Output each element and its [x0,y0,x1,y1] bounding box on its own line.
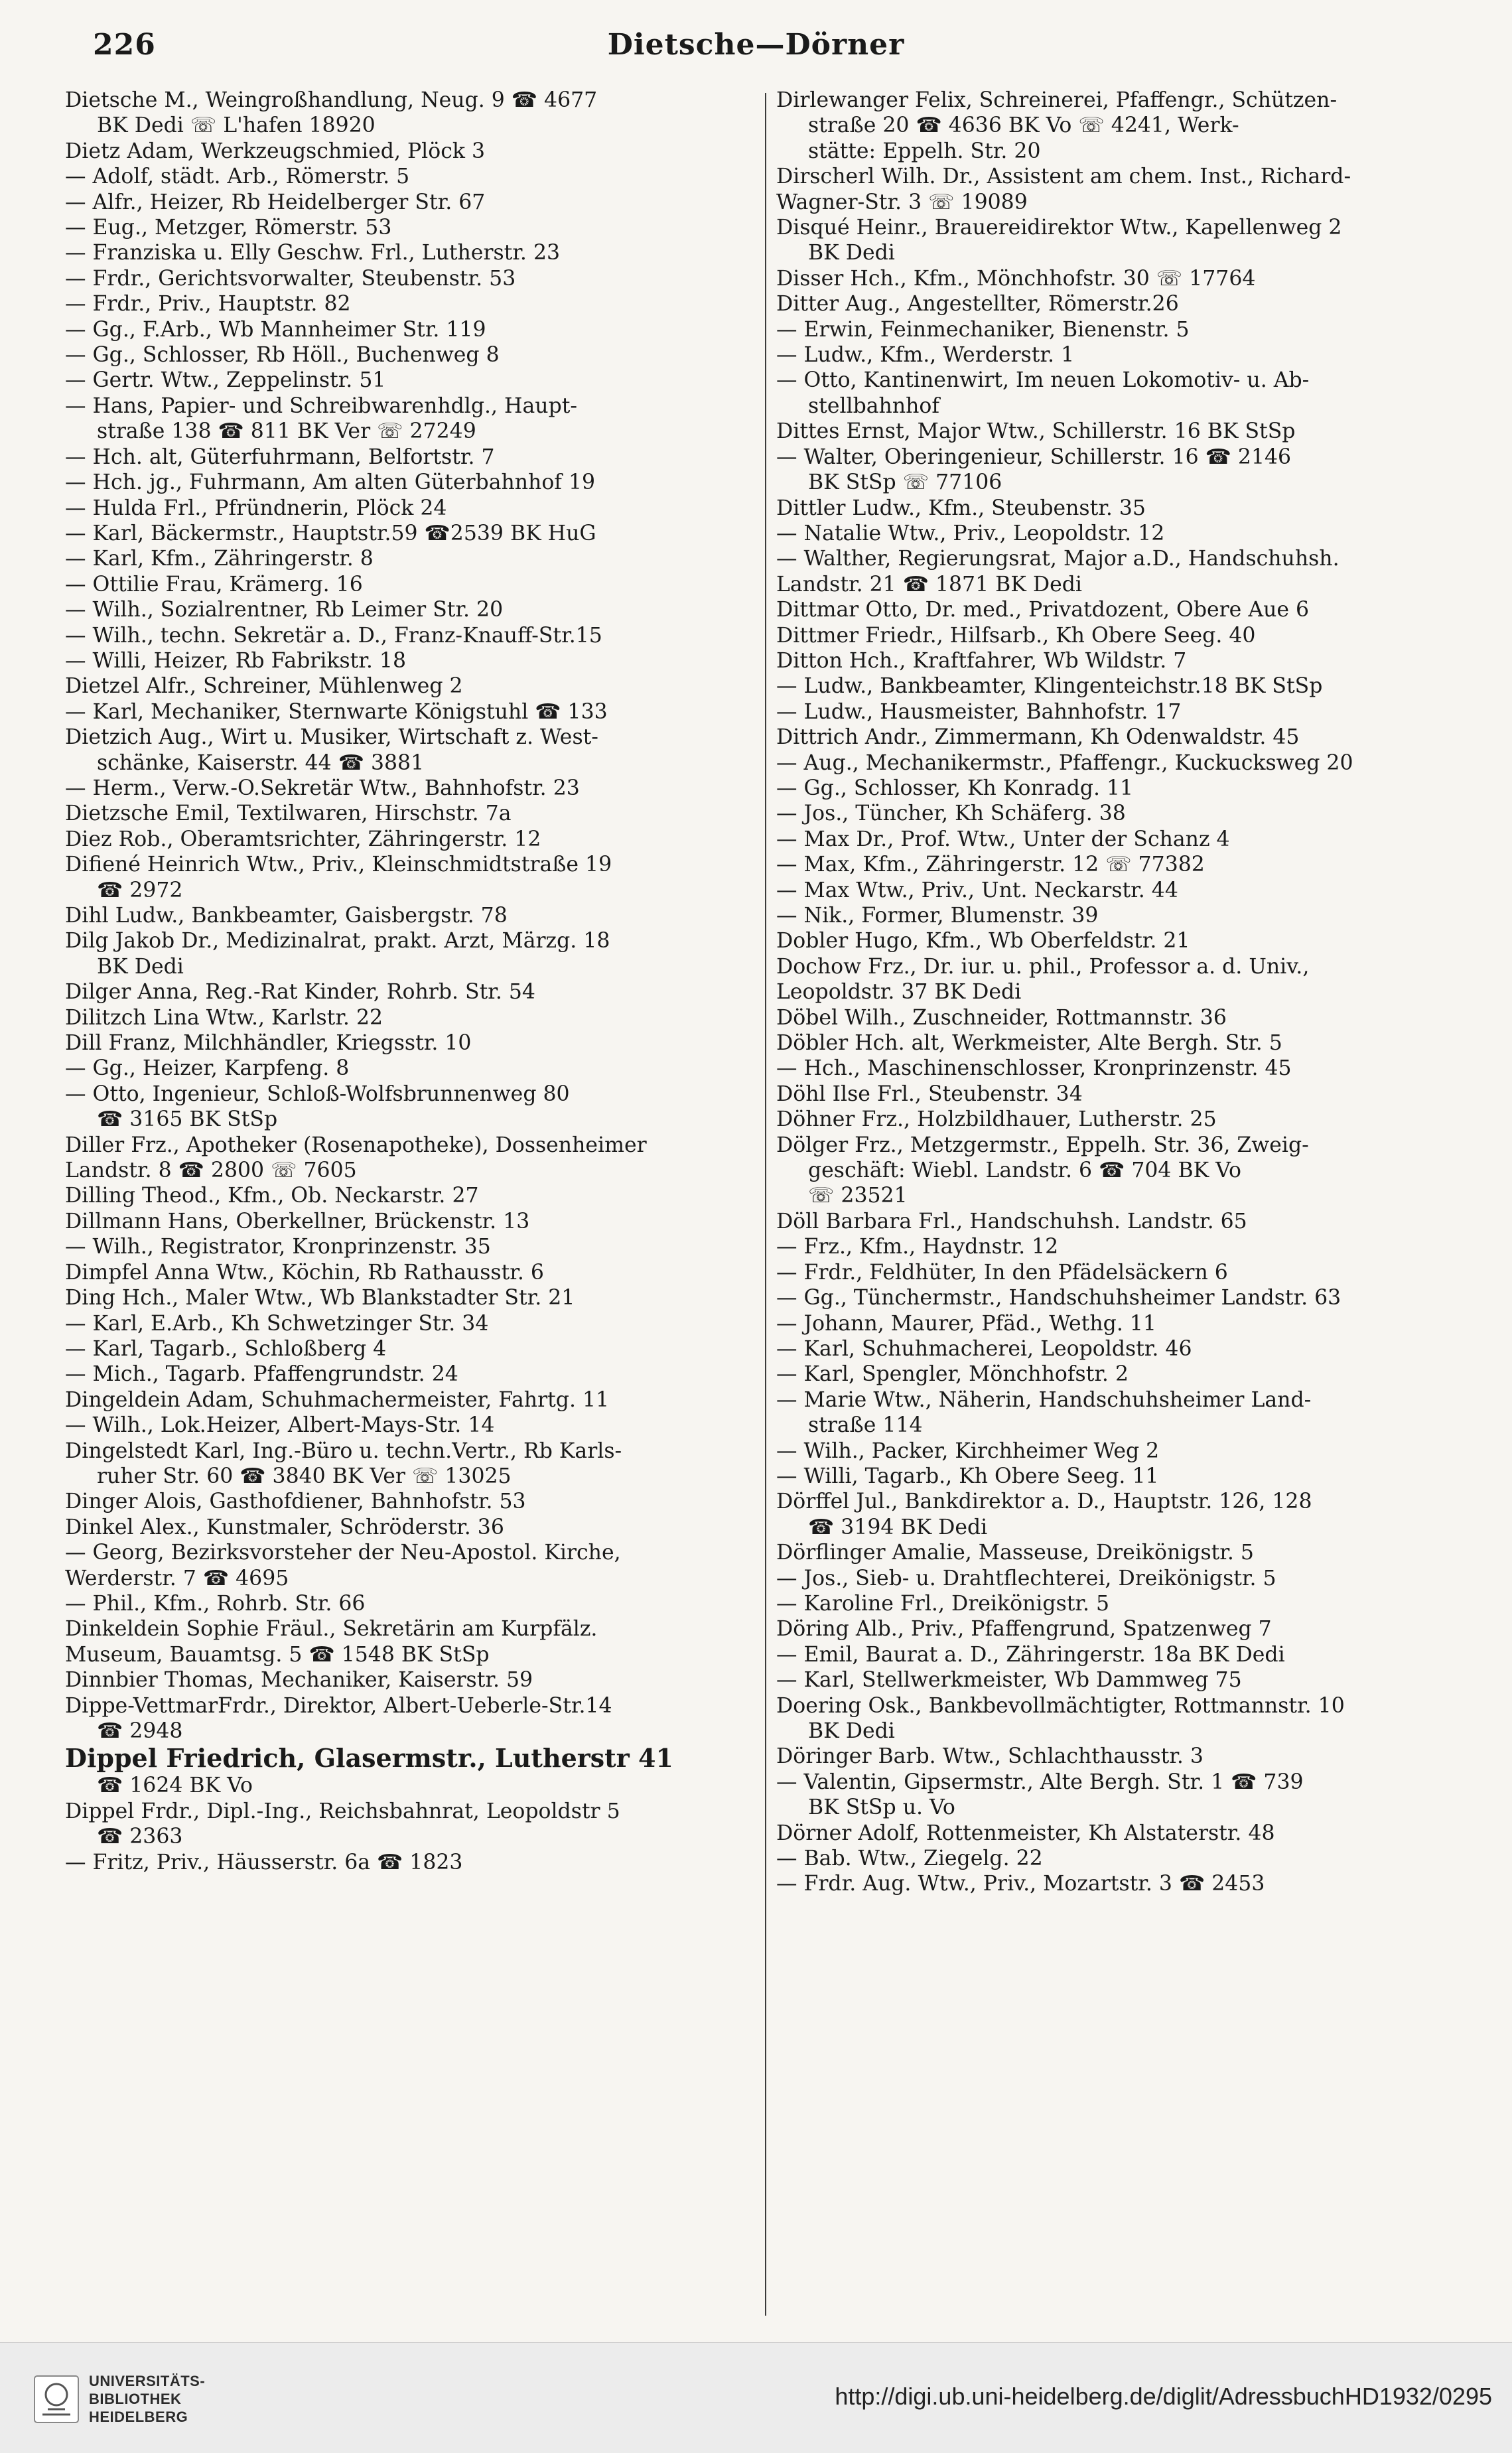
directory-entry-line: — Nik., Former, Blumenstr. 39 [776,904,1099,928]
directory-entry-line: Dochow Frz., Dr. iur. u. phil., Professor a. d. Univ., [776,954,1310,979]
directory-entry-line: Dippel Frdr., Dipl.-Ing., Reichsbahnrat, Leopoldstr 5 [65,1799,620,1823]
directory-entry-line: — Karoline Frl., Dreikönigstr. 5 [776,1591,1110,1616]
directory-entry-line: ☎ 3194 BK Dedi [808,1515,988,1539]
directory-entry-line: — Johann, Maurer, Pfäd., Wethg. 11 [776,1311,1156,1336]
directory-entry-line: Dippel Friedrich, Glasermstr., Lutherstr 41 [65,1744,673,1774]
directory-entry-line: — Gertr. Wtw., Zeppelinstr. 51 [65,368,386,393]
directory-entry-line: Dittler Ludw., Kfm., Steubenstr. 35 [776,496,1146,520]
directory-entry-line: Dingeldein Adam, Schuhmachermeister, Fahrtg. 11 [65,1387,610,1412]
directory-entry-line: — Emil, Baurat a. D., Zähringerstr. 18a BK Dedi [776,1642,1285,1667]
directory-entry-line: Dilger Anna, Reg.-Rat Kinder, Rohrb. Str. 54 [65,980,535,1005]
directory-entry-line: — Phil., Kfm., Rohrb. Str. 66 [65,1591,366,1616]
directory-entry-line: — Hch. alt, Güterfuhrmann, Belfortstr. 7 [65,445,495,469]
directory-entry-line: Dinkeldein Sophie Fräul., Sekretärin am Kurpfälz. [65,1617,598,1642]
directory-entry-line: Dippe-VettmarFrdr., Direktor, Albert-Ueberle-Str.14 [65,1693,612,1718]
directory-entry-line: Landstr. 21 ☎ 1871 BK Dedi [776,572,1082,596]
directory-entry-line: Doering Osk., Bankbevollmächtigter, Rottmannstr. 10 [776,1693,1345,1718]
directory-entry-line: — Karl, Spengler, Mönchhofstr. 2 [776,1362,1129,1387]
library-name [89,2372,205,2426]
directory-entry-line: — Karl, Bäckermstr., Hauptstr.59 ☎2539 BK HuG [65,521,596,545]
directory-entry-line: Disser Hch., Kfm., Mönchhofstr. 30 ☏ 17764 [776,266,1256,291]
directory-entry-line: — Adolf, städt. Arb., Römerstr. 5 [65,165,410,189]
directory-entry-line: — Walter, Oberingenieur, Schillerstr. 16 ☎ 2146 [776,445,1292,469]
directory-entry-line: — Frdr., Gerichtsvorwalter, Steubenstr. 53 [65,266,516,291]
directory-entry-line: straße 138 ☎ 811 BK Ver ☏ 27249 [97,419,476,444]
directory-entry-line: Dilitzch Lina Wtw., Karlstr. 22 [65,1005,383,1030]
directory-entry-line: — Mich., Tagarb. Pfaffengrundstr. 24 [65,1362,458,1387]
source-url[interactable]: http://digi.ub.uni-heidelberg.de/diglit/AdressbuchHD1932/0295 [835,2383,1492,2410]
directory-entry-line: Dingelstedt Karl, Ing.-Büro u. techn.Vertr., Rb Karls- [65,1438,622,1463]
directory-entry-line: — Wilh., Packer, Kirchheimer Weg 2 [776,1438,1160,1463]
directory-entry-line: Ding Hch., Maler Wtw., Wb Blankstadter Str. 21 [65,1286,575,1310]
directory-entry-line: — Karl, Mechaniker, Sternwarte Königstuhl ☎ 133 [65,699,608,724]
directory-entry-line: BK StSp ☏ 77106 [808,470,1002,495]
right-column [776,88,1448,1897]
column-divider [765,93,766,2316]
directory-entry-line: Diller Frz., Apotheker (Rosenapotheke), Dossenheimer [65,1133,647,1157]
directory-entry-line: BK StSp u. Vo [808,1795,955,1820]
directory-entry-line: BK Dedi [808,241,895,265]
directory-entry-line: Dill Franz, Milchhändler, Kriegsstr. 10 [65,1031,472,1056]
directory-entry-line: — Karl, Schuhmacherei, Leopoldstr. 46 [776,1336,1192,1361]
directory-entry-line: — Hch. jg., Fuhrmann, Am alten Güterbahnhof 19 [65,470,596,495]
directory-entry-line: stätte: Eppelh. Str. 20 [808,139,1041,163]
directory-entry-line: Döringer Barb. Wtw., Schlachthausstr. 3 [776,1744,1203,1769]
directory-entry-line: Dihl Ludw., Bankbeamter, Gaisbergstr. 78 [65,904,508,928]
directory-entry-line: — Gg., Schlosser, Kh Konradg. 11 [776,776,1134,800]
directory-entry-line: Dilling Theod., Kfm., Ob. Neckarstr. 27 [65,1184,479,1208]
directory-entry-line: — Gg., Heizer, Karpfeng. 8 [65,1056,350,1081]
directory-entry-line: Ditter Aug., Angestellter, Römerstr.26 [776,292,1179,316]
directory-entry-line: — Karl, Tagarb., Schloßberg 4 [65,1336,387,1361]
directory-entry-line: Difiené Heinrich Wtw., Priv., Kleinschmidtstraße 19 [65,853,612,877]
directory-entry-line: — Frz., Kfm., Haydnstr. 12 [776,1235,1059,1259]
directory-entry-line: Dörffel Jul., Bankdirektor a. D., Hauptstr. 126, 128 [776,1490,1312,1514]
directory-entry-line: — Alfr., Heizer, Rb Heidelberger Str. 67 [65,190,486,214]
directory-entry-line: Dinkel Alex., Kunstmaler, Schröderstr. 36 [65,1515,504,1539]
directory-entry-line: Dölger Frz., Metzgermstr., Eppelh. Str. 36, Zweig- [776,1133,1309,1157]
directory-entry-line: — Gg., Tünchermstr., Handschuhsheimer Landstr. 63 [776,1286,1341,1310]
directory-entry-line: Dinnbier Thomas, Mechaniker, Kaiserstr. 59 [65,1668,533,1693]
directory-entry-line: — Hulda Frl., Pfründnerin, Plöck 24 [65,496,447,520]
directory-entry-line: — Bab. Wtw., Ziegelg. 22 [776,1847,1043,1871]
directory-entry-line: Dilg Jakob Dr., Medizinalrat, prakt. Arzt, Märzg. 18 [65,929,610,953]
directory-entry-line: Ditton Hch., Kraftfahrer, Wb Wildstr. 7 [776,648,1187,673]
directory-entry-line: Dietzel Alfr., Schreiner, Mühlenweg 2 [65,674,463,699]
page-header [0,12,1512,85]
directory-entry-line: ☎ 2948 [97,1719,183,1743]
directory-entry-line: Dörflinger Amalie, Masseuse, Dreikönigstr. 5 [776,1541,1254,1565]
directory-entry-line: Landstr. 8 ☎ 2800 ☏ 7605 [65,1158,357,1183]
directory-entry-line: — Willi, Tagarb., Kh Obere Seeg. 11 [776,1464,1159,1488]
directory-entry-line: — Georg, Bezirksvorsteher der Neu-Apostol. Kirche, [65,1541,621,1565]
directory-entry-line: ☎ 2972 [97,878,183,902]
directory-entry-line: — Max Wtw., Priv., Unt. Neckarstr. 44 [776,878,1178,902]
directory-entry-line: stellbahnhof [808,393,940,418]
directory-entry-line: — Franziska u. Elly Geschw. Frl., Lutherstr. 23 [65,241,561,265]
directory-entry-line: ☏ 23521 [808,1184,908,1208]
directory-entry-line: Dörner Adolf, Rottenmeister, Kh Alstaterstr. 48 [776,1821,1275,1845]
directory-entry-line: Döhl Ilse Frl., Steubenstr. 34 [776,1082,1083,1106]
directory-entry-line: — Frdr., Feldhüter, In den Pfädelsäckern 6 [776,1260,1228,1285]
running-title: Dietsche—Dörner [607,28,905,62]
directory-entry-line: Disqué Heinr., Brauereidirektor Wtw., Kapellenweg 2 [776,216,1342,240]
directory-entry-line: Dittmer Friedr., Hilfsarb., Kh Obere Seeg. 40 [776,623,1256,648]
directory-entry-line: Döll Barbara Frl., Handschuhsh. Landstr. 65 [776,1209,1247,1233]
directory-entry-line: straße 20 ☎ 4636 BK Vo ☏ 4241, Werk- [808,113,1239,138]
library-name-line1: UNIVERSITÄTS- [89,2373,206,2389]
directory-entry-line: — Frdr. Aug. Wtw., Priv., Mozartstr. 3 ☎ 2453 [776,1872,1265,1896]
directory-entry-line: Werderstr. 7 ☎ 4695 [65,1566,289,1590]
directory-entry-line: Dietz Adam, Werkzeugschmied, Plöck 3 [65,139,485,163]
directory-entry-line: — Wilh., Registrator, Kronprinzenstr. 35 [65,1235,491,1259]
directory-entry-line: — Max Dr., Prof. Wtw., Unter der Schanz 4 [776,827,1230,851]
page-number: 226 [93,28,156,62]
directory-entry-line: Dittes Ernst, Major Wtw., Schillerstr. 16 BK StSp [776,419,1296,444]
directory-entry-line: Döbel Wilh., Zuschneider, Rottmannstr. 36 [776,1005,1227,1030]
directory-entry-line: Dirscherl Wilh. Dr., Assistent am chem. Inst., Richard- [776,165,1351,189]
directory-entry-line: — Max, Kfm., Zähringerstr. 12 ☏ 77382 [776,853,1205,877]
directory-entry-line: — Jos., Sieb- u. Drahtflechterei, Dreikönigstr. 5 [776,1566,1276,1590]
library-name-line3: HEIDELBERG [89,2409,188,2425]
library-name-line2: BIBLIOTHEK [89,2391,182,2407]
viewer-footer [0,2342,1512,2453]
directory-entry-line: Dietsche M., Weingroßhandlung, Neug. 9 ☎ 4677 [65,88,598,112]
directory-entry-line: geschäft: Wiebl. Landstr. 6 ☎ 704 BK Vo [808,1158,1241,1183]
directory-entry-line: — Jos., Tüncher, Kh Schäferg. 38 [776,802,1126,826]
directory-entry-line: Döhner Frz., Holzbildhauer, Lutherstr. 25 [776,1107,1217,1132]
directory-entry-line: Dinger Alois, Gasthofdiener, Bahnhofstr. 53 [65,1490,526,1514]
directory-entry-line: — Frdr., Priv., Hauptstr. 82 [65,292,351,316]
directory-entry-line: — Ludw., Hausmeister, Bahnhofstr. 17 [776,699,1182,724]
directory-entry-line: — Ludw., Bankbeamter, Klingenteichstr.18 BK StSp [776,674,1323,699]
directory-entry-line: — Natalie Wtw., Priv., Leopoldstr. 12 [776,521,1165,545]
directory-entry-line: Leopoldstr. 37 BK Dedi [776,980,1022,1005]
directory-entry-line: — Hans, Papier- und Schreibwarenhdlg., Haupt- [65,393,578,418]
directory-entry-line: BK Dedi ☏ L'hafen 18920 [97,113,376,138]
directory-entry-line: — Walther, Regierungsrat, Major a.D., Handschuhsh. [776,547,1340,571]
directory-entry-line: — Erwin, Feinmechaniker, Bienenstr. 5 [776,317,1190,342]
directory-entry-line: — Hch., Maschinenschlosser, Kronprinzenstr. 45 [776,1056,1292,1081]
directory-entry-line: — Fritz, Priv., Häusserstr. 6a ☎ 1823 [65,1850,463,1874]
directory-entry-line: ☎ 2363 [97,1825,183,1849]
directory-entry-line: — Ludw., Kfm., Werderstr. 1 [776,343,1075,368]
directory-entry-line: — Herm., Verw.-O.Sekretär Wtw., Bahnhofstr. 23 [65,776,580,800]
directory-entry-line: — Aug., Mechanikermstr., Pfaffengr., Kuckucksweg 20 [776,750,1353,775]
directory-entry-line: Döring Alb., Priv., Pfaffengrund, Spatzenweg 7 [776,1617,1272,1642]
directory-entry-line: — Karl, Kfm., Zähringerstr. 8 [65,547,374,571]
directory-entry-line: — Valentin, Gipsermstr., Alte Bergh. Str. 1 ☎ 739 [776,1770,1304,1794]
directory-entry-line: — Willi, Heizer, Rb Fabrikstr. 18 [65,648,407,673]
directory-entry-line: ruher Str. 60 ☎ 3840 BK Ver ☏ 13025 [97,1464,512,1488]
directory-entry-line: Dittrich Andr., Zimmermann, Kh Odenwaldstr. 45 [776,725,1300,750]
directory-entry-line: — Gg., F.Arb., Wb Mannheimer Str. 119 [65,317,486,342]
directory-entry-line: ☎ 1624 BK Vo [97,1774,253,1798]
directory-entry-line: Diez Rob., Oberamtsrichter, Zähringerstr. 12 [65,827,541,851]
directory-entry-line: — Karl, Stellwerkmeister, Wb Dammweg 75 [776,1668,1242,1693]
left-column [65,88,736,1875]
directory-entry-line: — Karl, E.Arb., Kh Schwetzinger Str. 34 [65,1311,489,1336]
directory-entry-line: — Ottilie Frau, Krämerg. 16 [65,572,363,596]
directory-entry-line: Museum, Bauamtsg. 5 ☎ 1548 BK StSp [65,1642,490,1667]
directory-entry-line: — Wilh., Sozialrentner, Rb Leimer Str. 20 [65,598,504,622]
university-seal-icon [33,2375,80,2424]
directory-entry-line: Dirlewanger Felix, Schreinerei, Pfaffengr., Schützen- [776,88,1338,112]
directory-entry-line: Dillmann Hans, Oberkellner, Brückenstr. 13 [65,1209,530,1233]
directory-entry-line: BK Dedi [97,954,184,979]
directory-entry-line: schänke, Kaiserstr. 44 ☎ 3881 [97,750,425,775]
directory-entry-line: Dimpfel Anna Wtw., Köchin, Rb Rathausstr. 6 [65,1260,544,1285]
directory-entry-line: straße 114 [808,1413,923,1438]
directory-entry-line: Dietzich Aug., Wirt u. Musiker, Wirtschaft z. West- [65,725,598,750]
directory-entry-line: — Eug., Metzger, Römerstr. 53 [65,216,392,240]
directory-entry-line: Dobler Hugo, Kfm., Wb Oberfeldstr. 21 [776,929,1190,953]
directory-entry-line: — Marie Wtw., Näherin, Handschuhsheimer Land- [776,1387,1312,1412]
directory-entry-line: — Gg., Schlosser, Rb Höll., Buchenweg 8 [65,343,500,368]
directory-entry-line: — Otto, Ingenieur, Schloß-Wolfsbrunnenweg 80 [65,1082,570,1106]
directory-entry-line: ☎ 3165 BK StSp [97,1107,278,1132]
directory-entry-line: — Wilh., Lok.Heizer, Albert-Mays-Str. 14 [65,1413,495,1438]
directory-entry-line: Dietzsche Emil, Textilwaren, Hirschstr. 7a [65,802,512,826]
directory-entry-line: — Wilh., techn. Sekretär a. D., Franz-Knauff-Str.15 [65,623,602,648]
directory-entry-line: Wagner-Str. 3 ☏ 19089 [776,190,1028,214]
directory-entry-line: — Otto, Kantinenwirt, Im neuen Lokomotiv- u. Ab- [776,368,1310,393]
directory-entry-line: BK Dedi [808,1719,895,1743]
directory-entry-line: Dittmar Otto, Dr. med., Privatdozent, Obere Aue 6 [776,598,1310,622]
directory-entry-line: Döbler Hch. alt, Werkmeister, Alte Bergh. Str. 5 [776,1031,1282,1056]
